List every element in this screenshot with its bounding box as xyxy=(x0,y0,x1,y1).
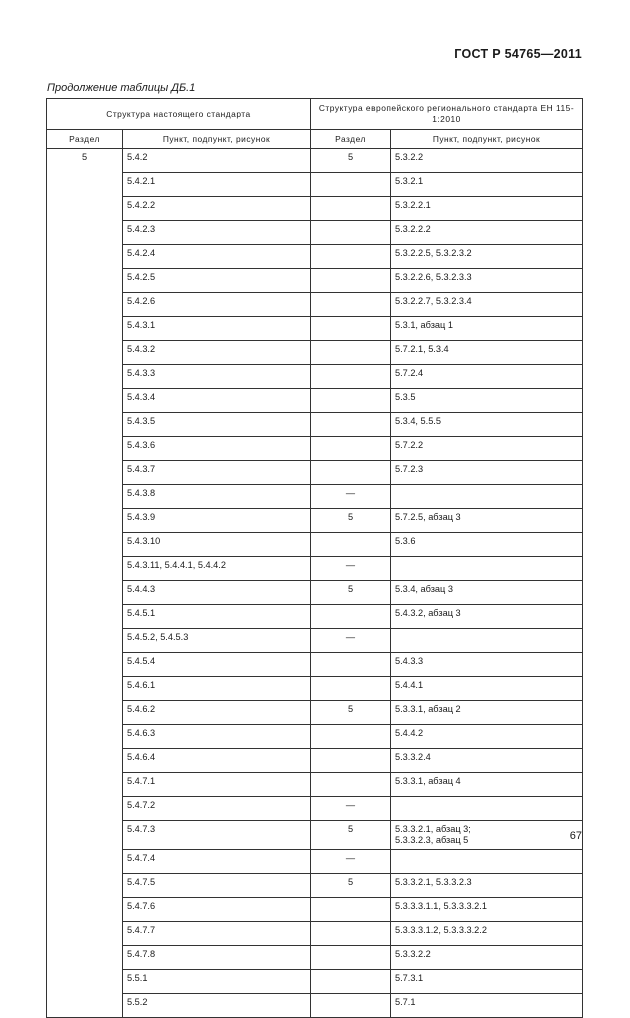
right-item-cell: 5.7.2.3 xyxy=(391,461,583,485)
right-item-cell: 5.3.2.2.2 xyxy=(391,221,583,245)
right-item-cell: 5.7.2.2 xyxy=(391,437,583,461)
table-row xyxy=(47,389,583,413)
right-section-cell xyxy=(311,773,391,797)
column-header-section-en: Раздел xyxy=(311,130,391,149)
right-section-cell: 5 xyxy=(311,149,391,173)
right-section-cell: 5 xyxy=(311,581,391,605)
right-section-cell xyxy=(311,341,391,365)
left-item-cell: 5.4.6.4 xyxy=(123,749,311,773)
right-item-cell: 5.4.4.1 xyxy=(391,677,583,701)
table-row xyxy=(47,533,583,557)
table-row xyxy=(47,365,583,389)
right-item-cell: 5.3.2.2.5, 5.3.2.3.2 xyxy=(391,245,583,269)
document-id: ГОСТ Р 54765—2011 xyxy=(454,47,582,61)
table-row xyxy=(47,898,583,922)
right-section-cell xyxy=(311,365,391,389)
column-header-item: Пункт, подпункт, рисунок xyxy=(123,130,311,149)
table-row xyxy=(47,605,583,629)
right-item-cell xyxy=(391,557,583,581)
table-row xyxy=(47,581,583,605)
right-section-cell xyxy=(311,994,391,1018)
right-section-cell xyxy=(311,605,391,629)
table-row xyxy=(47,485,583,509)
right-item-cell: 5.3.4, абзац 3 xyxy=(391,581,583,605)
table-row xyxy=(47,173,583,197)
right-section-cell xyxy=(311,946,391,970)
table-row xyxy=(47,970,583,994)
right-section-cell xyxy=(311,221,391,245)
right-item-line: 5.3.3.2.3, абзац 5 xyxy=(395,835,469,845)
right-item-cell: 5.7.2.1, 5.3.4 xyxy=(391,341,583,365)
left-item-cell: 5.4.6.3 xyxy=(123,725,311,749)
right-item-cell xyxy=(391,629,583,653)
left-item-cell: 5.4.2.3 xyxy=(123,221,311,245)
right-section-cell xyxy=(311,970,391,994)
group-header-en-standard: Структура европейского регионального стандарта ЕН 115-1:2010 xyxy=(311,99,583,130)
left-item-cell: 5.5.1 xyxy=(123,970,311,994)
right-item-cell: 5.3.2.2.6, 5.3.2.3.3 xyxy=(391,269,583,293)
right-section-cell: 5 xyxy=(311,874,391,898)
table-body xyxy=(47,149,583,1018)
left-item-cell: 5.4.3.11, 5.4.4.1, 5.4.4.2 xyxy=(123,557,311,581)
right-section-cell: 5 xyxy=(311,821,391,850)
right-section-cell xyxy=(311,293,391,317)
column-header-item-en: Пункт, подпункт, рисунок xyxy=(391,130,583,149)
left-item-cell: 5.4.5.4 xyxy=(123,653,311,677)
table-row xyxy=(47,509,583,533)
left-item-cell: 5.4.3.5 xyxy=(123,413,311,437)
right-item-cell: 5.4.3.3 xyxy=(391,653,583,677)
right-item-cell: 5.3.2.2.1 xyxy=(391,197,583,221)
left-item-cell: 5.4.7.1 xyxy=(123,773,311,797)
right-section-cell xyxy=(311,413,391,437)
right-section-cell: 5 xyxy=(311,701,391,725)
right-section-cell: — xyxy=(311,557,391,581)
left-item-cell: 5.4.3.1 xyxy=(123,317,311,341)
left-item-cell: 5.4.3.6 xyxy=(123,437,311,461)
left-item-cell: 5.4.7.5 xyxy=(123,874,311,898)
table-row xyxy=(47,677,583,701)
table-row xyxy=(47,821,583,850)
right-item-cell: 5.4.4.2 xyxy=(391,725,583,749)
right-section-cell: — xyxy=(311,797,391,821)
left-item-cell: 5.4.2.4 xyxy=(123,245,311,269)
right-item-cell xyxy=(391,485,583,509)
group-header-this-standard: Структура настоящего стандарта xyxy=(47,99,311,130)
right-section-cell: — xyxy=(311,629,391,653)
right-item-cell: 5.3.2.2.7, 5.3.2.3.4 xyxy=(391,293,583,317)
table-row xyxy=(47,922,583,946)
left-item-cell: 5.4.2.5 xyxy=(123,269,311,293)
table-row xyxy=(47,197,583,221)
right-item-cell: 5.3.4, 5.5.5 xyxy=(391,413,583,437)
left-item-cell: 5.4.3.4 xyxy=(123,389,311,413)
right-section-cell xyxy=(311,898,391,922)
right-item-line: 5.3.3.2.1, абзац 3; xyxy=(395,824,471,834)
left-item-cell: 5.4.2 xyxy=(123,149,311,173)
right-section-cell xyxy=(311,653,391,677)
right-section-cell xyxy=(311,389,391,413)
right-item-cell: 5.3.3.2.2 xyxy=(391,946,583,970)
right-item-cell: 5.3.5 xyxy=(391,389,583,413)
right-section-cell xyxy=(311,173,391,197)
left-item-cell: 5.4.3.2 xyxy=(123,341,311,365)
table-row xyxy=(47,245,583,269)
table-row xyxy=(47,557,583,581)
left-item-cell: 5.4.7.2 xyxy=(123,797,311,821)
table-row xyxy=(47,629,583,653)
left-item-cell: 5.4.3.9 xyxy=(123,509,311,533)
right-item-cell: 5.3.6 xyxy=(391,533,583,557)
right-item-cell: 5.7.2.4 xyxy=(391,365,583,389)
right-item-cell: 5.7.2.5, абзац 3 xyxy=(391,509,583,533)
right-item-cell: 5.3.3.2.4 xyxy=(391,749,583,773)
right-section-cell xyxy=(311,437,391,461)
table-row xyxy=(47,437,583,461)
right-section-cell xyxy=(311,533,391,557)
left-item-cell: 5.4.3.3 xyxy=(123,365,311,389)
left-item-cell: 5.4.7.6 xyxy=(123,898,311,922)
table-row xyxy=(47,994,583,1018)
right-item-cell: 5.4.3.2, абзац 3 xyxy=(391,605,583,629)
right-item-cell: 5.3.3.2.1, 5.3.3.2.3 xyxy=(391,874,583,898)
right-item-cell: 5.3.3.1, абзац 2 xyxy=(391,701,583,725)
table-row xyxy=(47,221,583,245)
right-item-cell xyxy=(391,797,583,821)
column-header-section: Раздел xyxy=(47,130,123,149)
right-section-cell xyxy=(311,461,391,485)
table-row xyxy=(47,701,583,725)
left-item-cell: 5.4.2.2 xyxy=(123,197,311,221)
right-item-cell: 5.3.3.3.1.1, 5.3.3.3.2.1 xyxy=(391,898,583,922)
right-item-cell xyxy=(391,850,583,874)
table-row xyxy=(47,653,583,677)
table-row xyxy=(47,269,583,293)
right-section-cell: — xyxy=(311,485,391,509)
right-section-cell xyxy=(311,725,391,749)
right-section-cell: — xyxy=(311,850,391,874)
right-item-cell: 5.3.3.3.1.2, 5.3.3.3.2.2 xyxy=(391,922,583,946)
left-item-cell: 5.4.3.10 xyxy=(123,533,311,557)
left-item-cell: 5.4.7.3 xyxy=(123,821,311,850)
table-row xyxy=(47,317,583,341)
right-item-cell: 5.7.1 xyxy=(391,994,583,1018)
table-row xyxy=(47,797,583,821)
right-item-cell: 5.3.3.1, абзац 4 xyxy=(391,773,583,797)
left-item-cell: 5.5.2 xyxy=(123,994,311,1018)
left-item-cell: 5.4.2.1 xyxy=(123,173,311,197)
right-section-cell xyxy=(311,677,391,701)
left-item-cell: 5.4.5.1 xyxy=(123,605,311,629)
table-row xyxy=(47,413,583,437)
left-item-cell: 5.4.7.4 xyxy=(123,850,311,874)
table-row xyxy=(47,293,583,317)
right-item-cell: 5.3.2.2 xyxy=(391,149,583,173)
right-item-cell: 5.3.2.1 xyxy=(391,173,583,197)
table-row xyxy=(47,773,583,797)
left-item-cell: 5.4.2.6 xyxy=(123,293,311,317)
right-section-cell xyxy=(311,197,391,221)
table-row xyxy=(47,725,583,749)
left-section-cell: 5 xyxy=(47,149,123,1018)
table-row xyxy=(47,946,583,970)
left-item-cell: 5.4.4.3 xyxy=(123,581,311,605)
left-item-cell: 5.4.6.1 xyxy=(123,677,311,701)
table-row xyxy=(47,461,583,485)
left-item-cell: 5.4.7.8 xyxy=(123,946,311,970)
left-item-cell: 5.4.3.7 xyxy=(123,461,311,485)
table-row xyxy=(47,149,583,173)
left-item-cell: 5.4.7.7 xyxy=(123,922,311,946)
right-section-cell xyxy=(311,245,391,269)
correspondence-table xyxy=(46,98,583,1018)
table-row xyxy=(47,874,583,898)
right-item-cell xyxy=(391,821,583,850)
right-item-cell: 5.7.3.1 xyxy=(391,970,583,994)
left-item-cell: 5.4.3.8 xyxy=(123,485,311,509)
right-item-cell: 5.3.1, абзац 1 xyxy=(391,317,583,341)
right-section-cell xyxy=(311,922,391,946)
page-number: 67 xyxy=(569,830,582,842)
right-section-cell xyxy=(311,269,391,293)
right-section-cell xyxy=(311,317,391,341)
right-section-cell xyxy=(311,749,391,773)
left-item-cell: 5.4.6.2 xyxy=(123,701,311,725)
table-row xyxy=(47,341,583,365)
right-section-cell: 5 xyxy=(311,509,391,533)
table-row xyxy=(47,850,583,874)
table-caption: Продолжение таблицы ДБ.1 xyxy=(47,82,196,94)
left-item-cell: 5.4.5.2, 5.4.5.3 xyxy=(123,629,311,653)
table-row xyxy=(47,749,583,773)
